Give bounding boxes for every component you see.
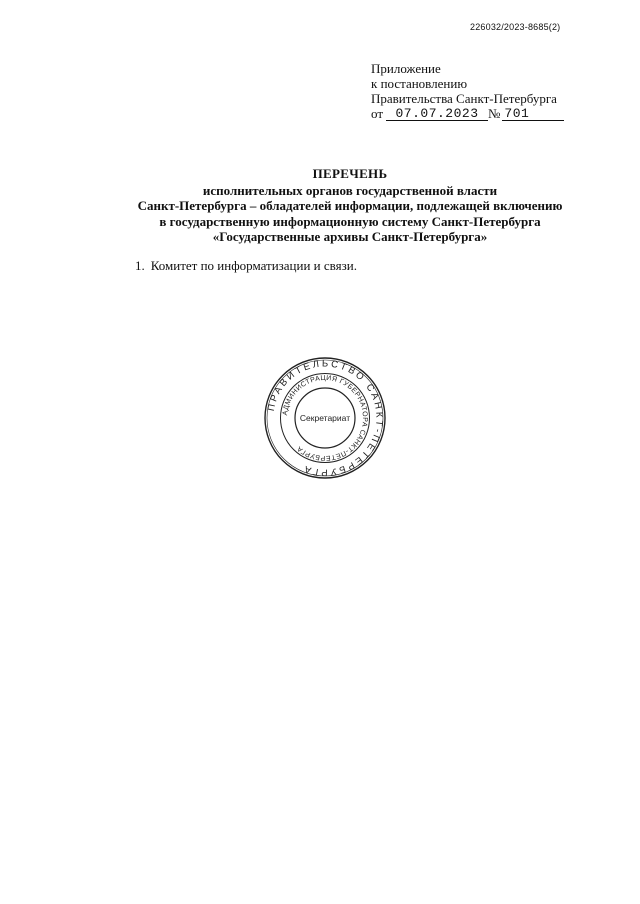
official-seal-stamp bbox=[263, 356, 387, 480]
organ-list bbox=[135, 258, 357, 273]
appendix-line-2: к постановлению bbox=[371, 76, 468, 91]
heading-line-3: в государственную информационную систему Санкт-Петербурга bbox=[159, 213, 541, 229]
appendix-date-number bbox=[371, 106, 564, 121]
heading-line-2: Санкт-Петербурга – обладателей информации, подлежащей включению bbox=[137, 198, 563, 213]
appendix-line-1: Приложение bbox=[371, 61, 441, 76]
list-item-text: Комитет по информатизации и связи. bbox=[150, 258, 357, 273]
heading-title: ПЕРЕЧЕНЬ bbox=[312, 166, 388, 181]
list-item bbox=[135, 258, 357, 273]
number-prefix: № bbox=[488, 106, 501, 121]
heading-line-1: исполнительных органов государственной власти bbox=[202, 182, 498, 198]
appendix-line-3: Правительства Санкт-Петербурга bbox=[371, 91, 557, 106]
seal-outer-text: ПРАВИТЕЛЬСТВО САНКТ-ПЕТЕРБУРГА bbox=[265, 358, 385, 478]
list-item-number: 1. bbox=[135, 258, 145, 273]
decree-number: 701 bbox=[502, 107, 564, 121]
appendix-block bbox=[371, 61, 564, 121]
heading-line-4: «Государственные архивы Санкт-Петербурга» bbox=[212, 229, 488, 244]
document-id: 226032/2023-8685(2) bbox=[470, 22, 561, 32]
seal-center-text: Секретариат bbox=[299, 413, 351, 423]
decree-date: 07.07.2023 bbox=[386, 107, 488, 121]
date-prefix: от bbox=[371, 106, 384, 121]
document-heading bbox=[0, 166, 640, 245]
seal-inner-text: АДМИНИСТРАЦИЯ ГУБЕРНАТОРА САНКТ-ПЕТЕРБУРГА bbox=[282, 374, 369, 462]
